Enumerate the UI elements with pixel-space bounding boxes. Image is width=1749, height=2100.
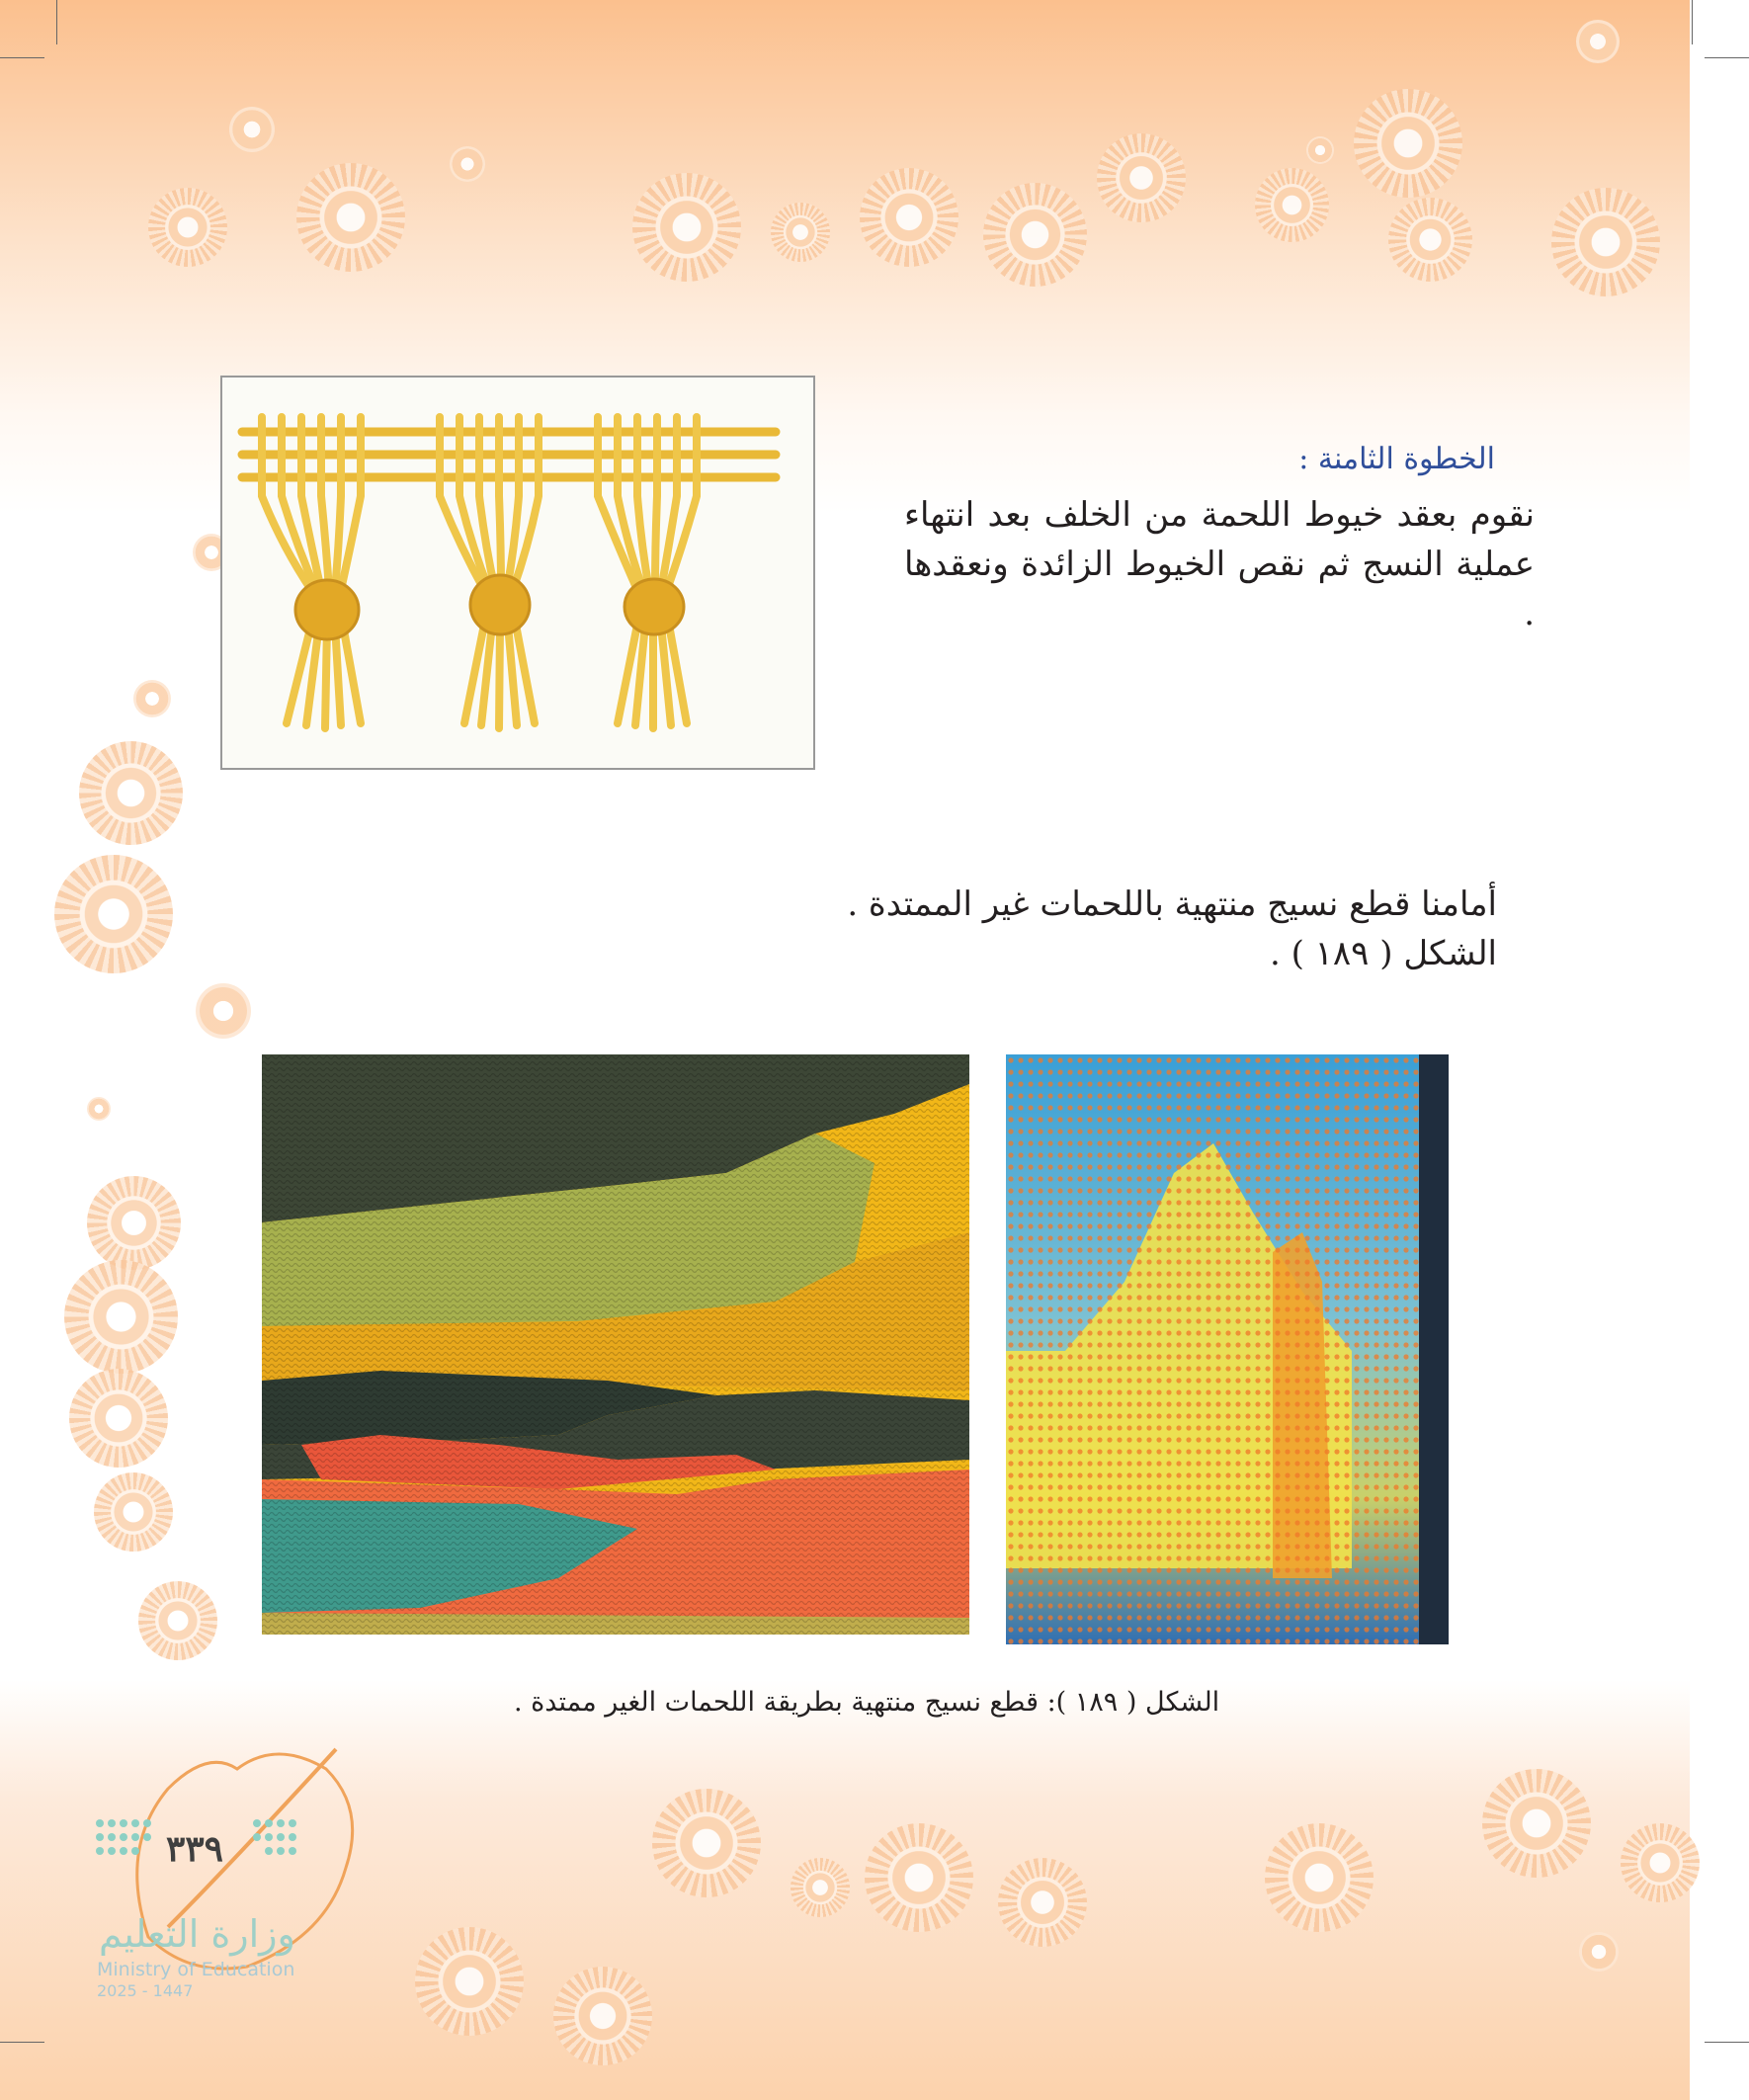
ministry-logo-arabic: وزارة التعليم	[99, 1912, 295, 1956]
crop-mark	[1692, 0, 1693, 44]
flower-decoration	[148, 188, 227, 267]
crop-mark	[1705, 2042, 1749, 2043]
dot-decoration	[450, 146, 485, 182]
dot-decoration	[229, 107, 275, 152]
dot-decoration	[196, 983, 251, 1039]
flower-decoration	[415, 1927, 524, 2036]
flower-decoration	[1097, 133, 1186, 222]
loom-photo	[1006, 1054, 1449, 1644]
flower-decoration	[632, 173, 741, 282]
flower-decoration	[87, 1176, 181, 1270]
flower-decoration	[69, 1369, 168, 1468]
flower-decoration	[64, 1260, 178, 1374]
flower-decoration	[1265, 1823, 1374, 1932]
flower-decoration	[1388, 198, 1472, 282]
dot-decoration	[1579, 1932, 1619, 1972]
flower-decoration	[791, 1858, 850, 1917]
flower-decoration	[54, 855, 173, 973]
step-heading: الخطوة الثامنة :	[1298, 442, 1495, 476]
figure-caption: الشكل ( ١٨٩ ): قطع نسيج منتهية بطريقة اللحمات الغير ممتدة .	[514, 1687, 1220, 1718]
flower-decoration	[138, 1581, 217, 1660]
dot-decoration	[1306, 136, 1334, 164]
intro-line: أمامنا قطع نسيج منتهية باللحمات غير الممتدة .	[847, 884, 1497, 924]
crop-mark	[56, 0, 57, 44]
dot-decoration	[87, 1097, 111, 1121]
intro-paragraph	[847, 880, 1497, 978]
flower-decoration	[553, 1967, 652, 2065]
flower-decoration	[1551, 188, 1660, 296]
dot-decoration	[1576, 20, 1620, 63]
dot-decoration	[133, 680, 171, 717]
flower-decoration	[1621, 1823, 1700, 1902]
flower-decoration	[1255, 168, 1329, 242]
flower-decoration	[1482, 1769, 1591, 1878]
flower-decoration	[652, 1789, 761, 1897]
tapestry-photo	[262, 1054, 969, 1635]
intro-line: الشكل ( ١٨٩ ) .	[1269, 934, 1497, 973]
ministry-logo-year: 2025 - 1447	[97, 1981, 194, 2000]
flower-decoration	[1354, 89, 1462, 198]
crop-mark	[0, 2042, 44, 2043]
flower-decoration	[79, 741, 183, 845]
ministry-logo-english: Ministry of Education	[97, 1959, 295, 1980]
flower-decoration	[94, 1472, 173, 1552]
flower-decoration	[296, 163, 405, 272]
flower-decoration	[998, 1858, 1087, 1947]
flower-decoration	[983, 183, 1087, 287]
step-paragraph: نقوم بعقد خيوط اللحمة من الخلف بعد انتهاء عملية النسج ثم نقص الخيوط الزائدة ونعقدها .	[904, 495, 1535, 633]
knot-illustration	[220, 376, 815, 770]
flower-decoration	[860, 168, 958, 267]
crop-mark	[0, 57, 44, 58]
page-number: ٣٣٩	[166, 1828, 224, 1870]
flower-decoration	[865, 1823, 973, 1932]
flower-decoration	[771, 203, 830, 262]
crop-mark	[1705, 57, 1749, 58]
